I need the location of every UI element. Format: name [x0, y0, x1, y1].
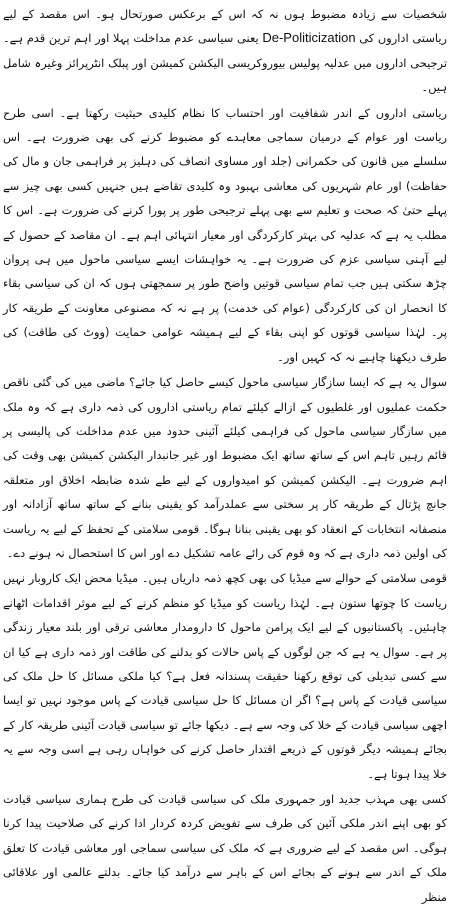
paragraph-4: قومی سلامتی کے حوالے سے میڈیا کی بھی کچھ ذمہ داریاں ہیں۔ میڈیا محض ایک کاروبار نہیں ریاست کا چوتھا ستون ہے۔ لہٰذا ریاست کو میڈیا کو منظم کرنے کے لیے موثر اقدامات اٹھانے چاہئیں۔ پاکستانیوں کے لیے ایک پرامن ماحول کا دارومدار معاشی ترقی اور بلند معیار زندگی پر ہے۔ سوال یہ ہے کہ جن لوگوں کے پاس حالات کو بدلنے کی طاقت اور ذمہ داری ہے کیا ان سے کسی تبدیلی کی توقع رکھنا حقیقت پسندانہ فعل ہے؟ کیا ملکی مسائل کا حل ملک کی سیاسی قیادت کے پاس ہے؟ اگر ان مسائل کا حل سیاسی قیادت کے پاس موجود نہیں تو ایسا اچھی سیاسی قیادت کے خلا کی وجہ سے ہے۔ دیکھا جائے تو سیاسی قیادت آئینی طریقہ کار کے بجائے ہمیشہ دیگر قوتوں کے ذریعے اقتدار حاصل کرنے کی خواہاں رہی ہے اسی وجہ سے یہ خلا پیدا ہوتا ہے۔: [3, 571, 447, 781]
paragraph-1: [3, 2, 447, 100]
article-page: [3, 2, 447, 904]
paragraph-2: ریاستی اداروں کے اندر شفافیت اور احتساب کا نظام کلیدی حیثیت رکھتا ہے۔ اسی طرح ریاست اور عوام کے درمیان سماجی معاہدے کو مضبوط کرنے کی بھی ضرورت ہے۔ اس سلسلے میں قانون کی حکمرانی (جلد اور مساوی انصاف کی دہلیز پر فراہمی جان و مال کی حفاظت) اور عام شہریوں کی معاشی بہبود وہ کلیدی تقاضے ہیں جنہیں کسی بھی چیز سے پہلے حتیٰ کہ صحت و تعلیم سے بھی پہلے ترجیحی طور پر پورا کرنے کی ضرورت ہے۔ اس کا مطلب یہ ہے کہ عدلیہ کی بہتر کارکردگی اور معیار انتہائی اہم ہے۔ ان مقاصد کے حصول کے لیے آہنی سیاسی عزم کی ضرورت ہے۔ یہ خواہشات ایسے سیاسی ماحول میں ہی پروان چڑھ سکتی ہیں جب تمام سیاسی قوتیں واضح طور پر سمجھتی ہوں کہ ان کی سیاسی بقاء کا انحصار ان کی کارکردگی (عوام کی خدمت) پر ہے نہ کہ مصنوعی معاونت کے طریقہ کار پر۔ لہٰذا سیاسی قوتوں کو اپنی بقاء کے لیے ہمیشہ عوامی حمایت (ووٹ کی طاقت) کی طرف دیکھنا چاہیے نہ کہ کہیں اور۔: [3, 105, 447, 364]
paragraph-5: کسی بھی مہذب جدید اور جمہوری ملک کی سیاسی قیادت کی طرح ہماری سیاسی قیادت کو بھی اپنے اندر ملکی آئین کی طرف سے تفویض کردہ کردار ادا کرنے کی صلاحیت پیدا کرنا ہوگی۔ اس مقصد کے لیے ضروری ہے کہ ملک کی سیاسی سماجی اور معاشی قیادت کا تعلق ملک کے اندر سے ہونے کے بجائے اس کے باہر سے درآمد کیا جائے۔ بدلتے عالمی اور علاقائی منظر: [3, 792, 447, 904]
paragraph-1-text-a: شخصیات سے زیادہ مضبوط ہوں نہ کہ اس کے برعکس صورتحال ہو۔ اس مقصد کے لیے ریاستی اداروں کی: [3, 7, 447, 46]
paragraph-1-text-b: یعنی سیاسی عدم مداخلت پہلا اور اہم ترین قدم ہے۔ ترجیحی اداروں میں عدلیہ پولیس بیوروکریسی الیکشن کمیشن اور پبلک انٹرپرائز وغیرہ شامل ہیں۔: [3, 31, 447, 95]
depoliticization-term: De-Politicization: [262, 30, 356, 46]
paragraph-3: سوال یہ ہے کہ ایسا سازگار سیاسی ماحول کیسے حاصل کیا جائے؟ ماضی میں کی گئی ناقص حکمت عملیوں اور غلطیوں کے ازالے کیلئے تمام ریاستی اداروں کی ذمہ داری ہے کہ وہ ملک میں سازگار سیاسی ماحول کی فراہمی کیلئے آئینی حدود میں عدم مداخلت کی پالیسی پر قائم رہیں تاہم اس کے ساتھ ساتھ ایک مضبوط اور غیر جانبدار الیکشن کمیشن بھی وقت کی اہم ضرورت ہے۔ الیکشن کمیشن کو امیدواروں کے لیے طے شدہ ضابطہ اخلاق اور متعلقہ جانچ پڑتال کے طریقہ کار پر سختی سے عملدرآمد کو یقینی بنانے کے ساتھ ساتھ آزادانہ اور منصفانہ انتخابات کے انعقاد کو بھی یقینی بنانا ہوگا۔ قومی سلامتی کے تحفظ کے لیے یہ ریاست کی اولین ذمہ داری ہے کہ وہ قوم کی رائے عامہ تشکیل دے اور اس کا استحصال نہ ہونے دے۔: [3, 375, 447, 560]
